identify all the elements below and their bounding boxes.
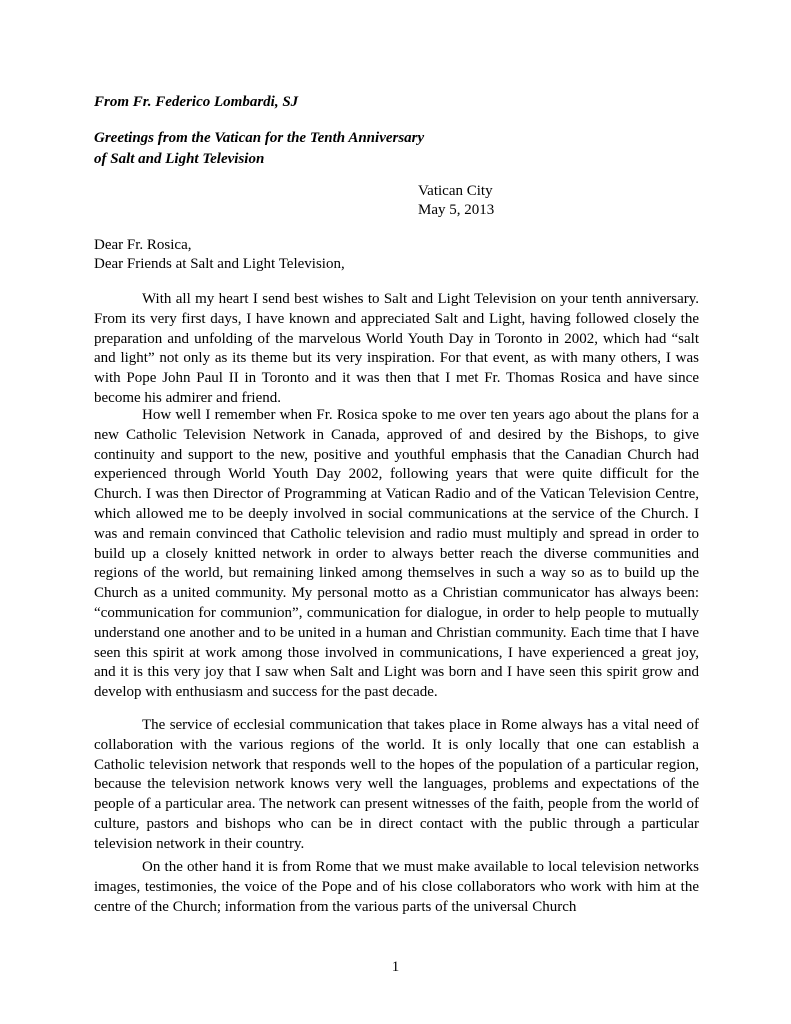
salutation-line-1: Dear Fr. Rosica, (94, 237, 192, 253)
salutation-line-2: Dear Friends at Salt and Light Television, (94, 256, 345, 272)
letter-title-line-1: Greetings from the Vatican for the Tenth Anniversary (94, 130, 425, 146)
body-paragraph: The service of ecclesial communication that takes place in Rome always has a vital need of collaboration with the various regions of the world. It is only locally that one can establish a Catholic television network that responds well to the hopes of the population of a particular region, because the television network knows very well the languages, problems and expectations of the people of a particular area. The network can present witnesses of the faith, people from the world of culture, pastors and bishops who can be in direct contact with the public through a particular television network in their country. (94, 717, 699, 852)
letter-date: May 5, 2013 (418, 202, 495, 218)
body-paragraph: With all my heart I send best wishes to Salt and Light Television on your tenth anniversary. From its very first days, I have known and appreciated Salt and Light, having followed closely the preparation and unfolding of the marvelous World Youth Day in Toronto in 2002, which had “salt and light” not only as its theme but its very inspiration. For that event, as with many others, I was with Pope John Paul II in Toronto and it was then that I met Fr. Thomas Rosica and have since become his admirer and friend. (94, 291, 699, 406)
page-number: 1 (391, 959, 400, 975)
body-paragraph: How well I remember when Fr. Rosica spoke to me over ten years ago about the plans for a new Catholic Television Network in Canada, approved of and desired by the Bishops, to give continuity and support to the new, positive and youthful emphasis that the Canadian Church had experienced through World Youth Day 2002, following years that were quite difficult for the Church. I was then Director of Programming at Vatican Radio and of the Vatican Television Centre, which allowed me to be deeply involved in social communications at the service of the Church. I was and remain convinced that Catholic television and radio must multiply and spread in order to build up a closely knitted network in order to always better reach the diverse communities and regions of the world, but remaining linked among themselves in such a way so as to build up the Church as a united community. My personal motto as a Christian communicator has always been: “communication for communion”, communication for dialogue, in order to help people to mutually understand one another and to be united in a human and Christian community. Each time that I have seen this spirit at work among those involved in communications, I have experienced a great joy, and it is this very joy that I saw when Salt and Light was born and I have seen this spirit grow and develop with enthusiasm and success for the past decade. (94, 407, 699, 701)
letter-place: Vatican City (418, 183, 493, 199)
body-paragraph: On the other hand it is from Rome that we must make available to local television networks images, testimonies, the voice of the Pope and of his close collaborators who work with him at the centre of the Church; information from the various parts of the universal Church (94, 859, 699, 915)
salutation (94, 236, 345, 274)
letter-author: From Fr. Federico Lombardi, SJ (94, 94, 299, 110)
letter-title-line-2: of Salt and Light Television (94, 151, 265, 167)
place-and-date (418, 182, 494, 220)
letter-title (94, 128, 424, 170)
